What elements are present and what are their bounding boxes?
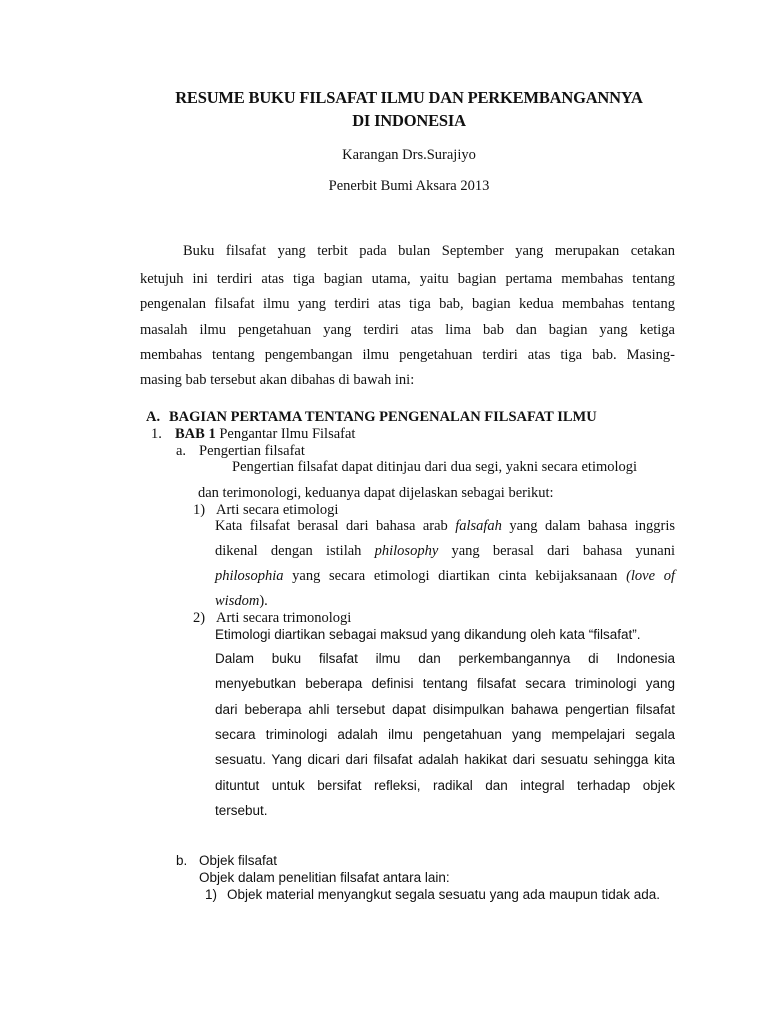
- sub2-line1: Etimologi diartikan sebagai maksud yang dikandung oleh kata “filsafat”.: [215, 627, 641, 642]
- sub2-line6: sesuatu. Yang dicari dari filsafat adalah hakikat dari sesuatu sehingga kita: [215, 752, 675, 767]
- sub1-line4-italic: wisdom: [215, 593, 260, 609]
- intro-line-4: masalah ilmu pengetahuan yang terdiri atas lima bab dan bagian yang ketiga: [140, 322, 675, 338]
- item-b-sub-text: Objek material menyangkut segala sesuatu yang ada maupun tidak ada.: [227, 887, 661, 902]
- intro-line-3: pengenalan filsafat ilmu yang terdiri atas tiga bab, bagian kedua membahas tentang: [140, 296, 675, 312]
- sub2-line2: Dalam buku filsafat ilmu dan perkembangannya di Indonesia: [215, 651, 675, 666]
- item-b-line1: Objek dalam penelitian filsafat antara lain:: [199, 870, 450, 885]
- intro-line-1: Buku filsafat yang terbit pada bulan September yang merupakan cetakan: [183, 243, 675, 259]
- intro-line-6: masing bab tersebut akan dibahas di bawah ini:: [140, 372, 415, 388]
- section-a-title: BAGIAN PERTAMA TENTANG PENGENALAN FILSAFAT ILMU: [169, 409, 597, 425]
- sub1-line1: [215, 518, 675, 535]
- sub2-line3: menyebutkan beberapa definisi tentang filsafat secara triminologi yang: [215, 676, 675, 691]
- sub1-line3-mid: yang secara etimologi diartikan cinta kebijaksanaan: [283, 568, 627, 584]
- sub1-line3-italic2: (love of: [626, 568, 675, 584]
- sub1-line3: [215, 568, 675, 585]
- sub2-line7: dituntut untuk bersifat refleksi, radikal dan integral terhadap objek: [215, 778, 675, 793]
- publisher-line: Penerbit Bumi Aksara 2013: [328, 178, 490, 194]
- sub1-line2: [215, 543, 675, 560]
- document-title-line1: RESUME BUKU FILSAFAT ILMU DAN PERKEMBANGANNYA: [175, 88, 643, 107]
- intro-line-5: membahas tentang pengembangan ilmu pengetahuan terdiri atas tiga bab. Masing-: [140, 347, 675, 363]
- sub2-line8: tersebut.: [215, 803, 268, 818]
- bab1-bold-label: BAB 1: [175, 426, 216, 442]
- sub2-line4: dari beberapa ahli tersebut dapat disimpulkan bahawa pengertian filsafat: [215, 702, 675, 717]
- sub1-line4-post: ).: [259, 593, 268, 609]
- sub1-line2-post: yang berasal dari bahasa yunani: [438, 543, 676, 559]
- intro-line-2: ketujuh ini terdiri atas tiga bagian utama, yaitu bagian pertama membahas tentang: [140, 271, 675, 287]
- sub1-line3-italic: philosophia: [215, 568, 284, 584]
- sub1-marker: 1): [193, 502, 206, 518]
- document-title-line2: DI INDONESIA: [352, 111, 466, 130]
- item-a-marker: a.: [176, 443, 187, 459]
- sub1-line1-post: yang dalam bahasa inggris: [501, 518, 675, 534]
- item-a-line2: dan terimonologi, keduanya dapat dijelaskan sebagai berikut:: [198, 485, 554, 501]
- item-b-label: Objek filsafat: [199, 853, 278, 868]
- sub1-line4: [215, 593, 268, 610]
- bab1-marker: 1.: [151, 426, 162, 442]
- author-line: Karangan Drs.Surajiyo: [342, 147, 476, 163]
- item-b-sub-marker: 1): [205, 887, 218, 902]
- item-b-marker: b.: [176, 853, 188, 868]
- sub1-line1-italic: falsafah: [455, 518, 502, 534]
- item-a-line1: Pengertian filsafat dapat ditinjau dari dua segi, yakni secara etimologi: [232, 459, 638, 475]
- sub1-line1-pre: Kata filsafat berasal dari bahasa arab: [215, 518, 456, 534]
- sub1-line2-italic: philosophy: [374, 543, 439, 559]
- sub1-label: Arti secara etimologi: [216, 502, 339, 518]
- sub1-line2-pre: dikenal dengan istilah: [215, 543, 375, 559]
- bab1-heading: [175, 426, 355, 443]
- sub2-line5: secara triminologi adalah ilmu pengetahuan yang mempelajari segala: [215, 727, 675, 742]
- sub2-marker: 2): [193, 610, 206, 626]
- item-a-label: Pengertian filsafat: [199, 443, 305, 459]
- bab1-label: Pengantar Ilmu Filsafat: [219, 426, 356, 442]
- sub2-label: Arti secara trimonologi: [216, 610, 352, 626]
- section-a-marker: A.: [146, 409, 161, 425]
